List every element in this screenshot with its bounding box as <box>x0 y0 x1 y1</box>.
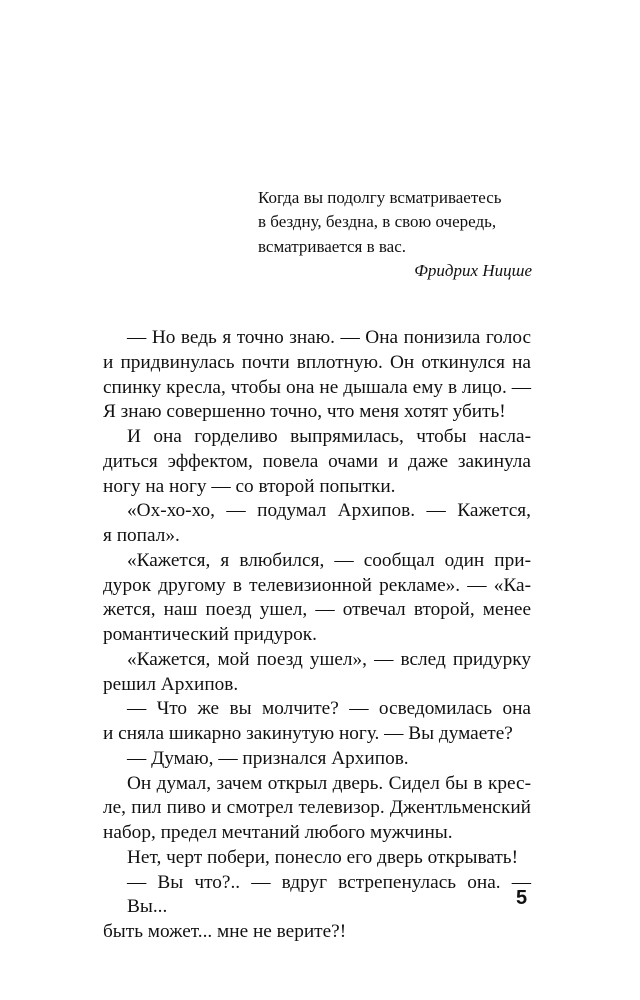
text-line: ле, пил пиво и смотрел телевизор. Джентльменский <box>103 797 531 819</box>
text-line: диться эффектом, повела очами и даже закинула <box>103 450 531 472</box>
epigraph-line: всматривается в вас. <box>258 236 407 256</box>
text-line: «Кажется, мой поезд ушел», — вслед придурку <box>127 648 531 670</box>
epigraph-author: Фридрих Ницше <box>414 260 532 280</box>
text-line: и сняла шикарно закинутую ногу. — Вы думаете? <box>103 723 513 744</box>
text-line: спинку кресла, чтобы она не дышала ему в лицо. — <box>103 376 531 398</box>
text-line: Нет, черт побери, понесло его дверь открывать! <box>127 846 518 868</box>
text-line: ногу на ногу — со второй попытки. <box>103 475 396 497</box>
text-line: Он думал, зачем открыл дверь. Сидел бы в крес- <box>127 772 531 794</box>
text-line: И она горделиво выпрямилась, чтобы насла- <box>127 426 531 447</box>
text-line: — Думаю, — признался Архипов. <box>127 747 409 769</box>
text-line: жется, наш поезд ушел, — отвечал второй, менее <box>103 599 531 621</box>
text-line: набор, предел мечтаний любого мужчины. <box>103 822 453 843</box>
text-line: романтический придурок. <box>103 624 317 645</box>
text-line: и придвинулась почти вплотную. Он откинулся на <box>103 351 531 373</box>
text-line: — Но ведь я точно знаю. — Она понизила голос <box>127 327 531 348</box>
text-line: Я знаю совершенно точно, что меня хотят убить! <box>103 401 506 423</box>
text-line: я попал». <box>103 525 180 546</box>
epigraph-line: Когда вы подолгу всматриваетесь <box>258 188 502 207</box>
text-line: — Вы что?.. — вдруг встрепенулась она. — Вы... <box>127 871 531 918</box>
body-text <box>103 326 531 945</box>
page-number: 5 <box>516 887 528 909</box>
text-line: быть может... мне не верите?! <box>103 921 347 942</box>
epigraph-line: в бездну, бездна, в свою очередь, <box>258 212 497 232</box>
text-line: «Ох-хо-хо, — подумал Архипов. — Кажется, <box>127 500 531 522</box>
epigraph <box>258 186 532 283</box>
text-line: «Кажется, я влюбился, — сообщал один при- <box>127 549 531 571</box>
text-line: — Что же вы молчите? — осведомилась она <box>127 698 531 720</box>
text-line: дурок другому в телевизионной рекламе». — «Ка- <box>103 574 531 596</box>
text-line: решил Архипов. <box>103 673 239 695</box>
